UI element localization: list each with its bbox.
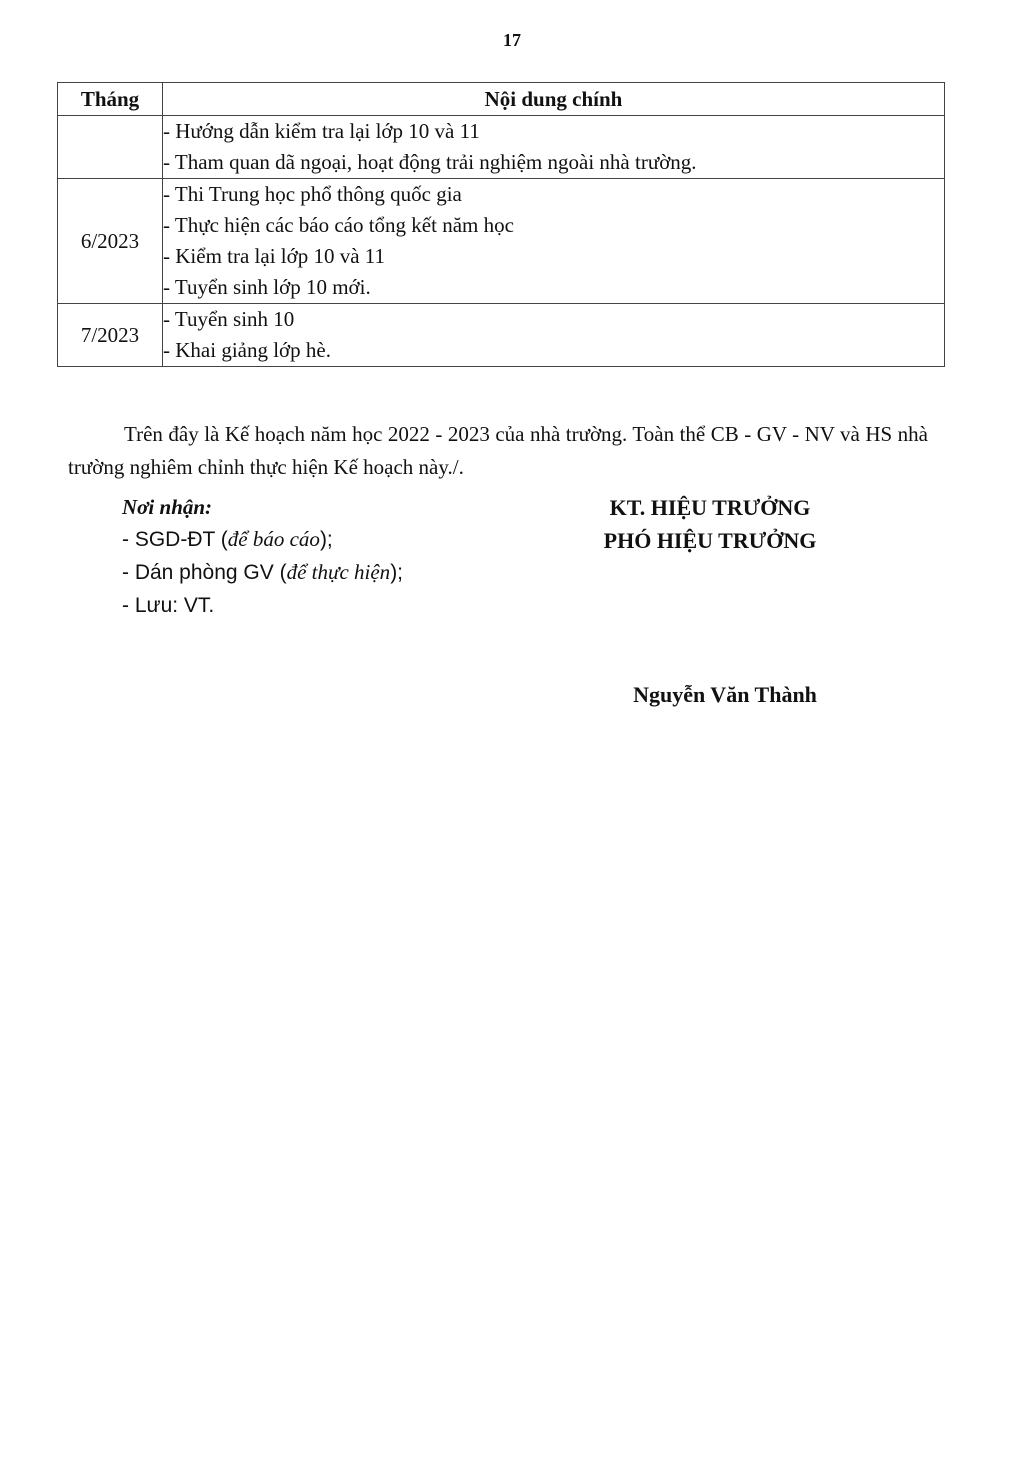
- signature-position: PHÓ HIỆU TRƯỞNG: [603, 528, 817, 553]
- content-item: - Tuyển sinh lớp 10 mới.: [163, 275, 371, 299]
- closing-paragraph: Trên đây là Kế hoạch năm học 2022 - 2023 của nhà trường. Toàn thể CB - GV - NV và HS nhà trường nghiêm chỉnh thực hiện Kế hoạch này./.: [68, 422, 928, 479]
- recipient-note: để thực hiện: [286, 560, 391, 584]
- content-item: - Tham quan dã ngoại, hoạt động trải nghiệm ngoài nhà trường.: [163, 150, 697, 174]
- signature-title: KT. HIỆU TRƯỞNG: [609, 495, 811, 520]
- content-item: - Hướng dẫn kiểm tra lại lớp 10 và 11: [163, 119, 480, 143]
- table-row: [58, 116, 945, 179]
- header-month: Tháng: [58, 83, 163, 116]
- content-cell: [163, 179, 945, 304]
- recipient-prefix: - Dán phòng GV (: [122, 561, 287, 584]
- recipients-block: [122, 491, 403, 622]
- table-row: [58, 179, 945, 304]
- recipient-prefix: - Lưu: VT.: [122, 594, 215, 617]
- recipient-item: [122, 556, 403, 589]
- content-cell: [163, 116, 945, 179]
- recipient-suffix: );: [390, 561, 404, 584]
- signer-name: Nguyễn Văn Thành: [633, 682, 817, 707]
- recipient-note: để báo cáo: [227, 527, 320, 551]
- content-item: - Tuyển sinh 10: [163, 307, 295, 331]
- content-item: - Kiểm tra lại lớp 10 và 11: [163, 244, 386, 268]
- plan-table: [57, 82, 945, 367]
- content-item: - Khai giảng lớp hè.: [163, 338, 331, 362]
- header-content: Nội dung chính: [163, 83, 945, 116]
- recipient-prefix: - SGD-ĐT (: [122, 528, 228, 551]
- recipient-item: [122, 589, 403, 622]
- content-item: - Thi Trung học phổ thông quốc gia: [163, 182, 462, 206]
- recipients-title: Nơi nhận:: [122, 495, 213, 519]
- table-header-row: [58, 83, 945, 116]
- month-cell: [58, 116, 163, 179]
- month-cell: 7/2023: [58, 304, 163, 367]
- content-item: - Thực hiện các báo cáo tổng kết năm học: [163, 213, 514, 237]
- content-cell: [163, 304, 945, 367]
- signature-block: [560, 491, 860, 557]
- month-cell: 6/2023: [58, 179, 163, 304]
- recipient-suffix: );: [319, 528, 333, 551]
- recipient-item: [122, 523, 403, 556]
- table-row: [58, 304, 945, 367]
- page-number: 17: [503, 30, 521, 50]
